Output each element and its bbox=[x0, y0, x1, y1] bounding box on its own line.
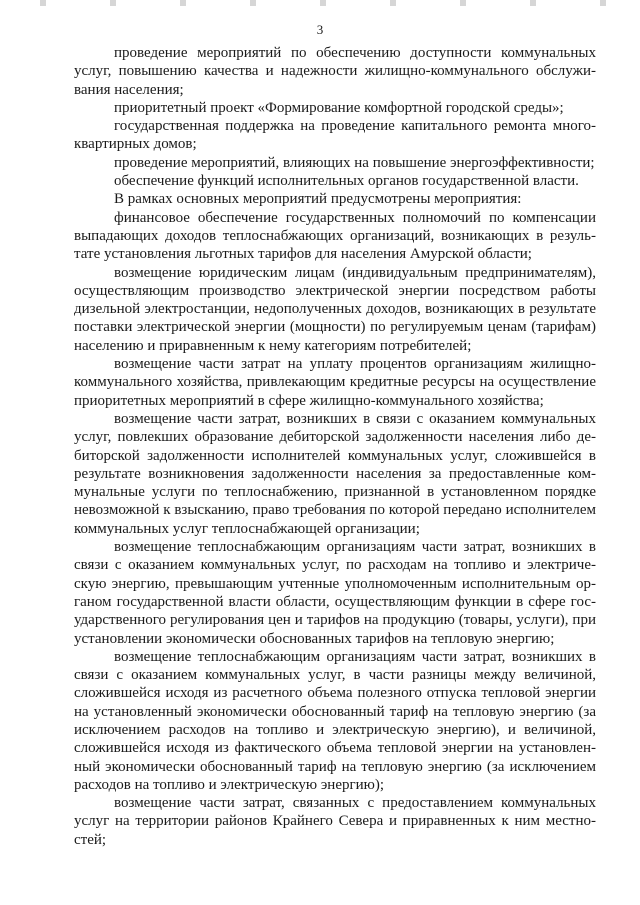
paragraph: проведение мероприятий, влияющих на повышение энергоэффективности; bbox=[114, 154, 595, 171]
paragraph: проведение мероприятий по обеспечению доступности коммунальных услуг, повышению качества и надежности жилищно-коммунального обслуживания населения; bbox=[74, 45, 596, 98]
paragraph: В рамках основных мероприятий предусмотрены мероприятия: bbox=[114, 191, 522, 208]
paragraph: возмещение теплоснабжающим организациям части затрат, возникших в связи с оказанием коммунальных услуг, по расходам на топливо и электрическую энергию, превышающим учтенные уполномоченным исполнительным органом государственной власти области, осуществляющим функции в сфере государственного регулирования цен и тарифов на продукцию (товары, услуги), при установлении экономически обоснованных тарифов на тепловую энергию; bbox=[74, 539, 596, 647]
paragraph: возмещение части затрат на уплату процентов организациям жилищно-коммунального хозяйства, привлекающим кредитные ресурсы на осуществление приоритетных мероприятий в сфере жилищно-коммунального хозяйства; bbox=[74, 356, 596, 409]
paragraph: возмещение части затрат, возникших в связи с оказанием коммунальных услуг, повлекших образование дебиторской задолженности населения либо дебиторской задолженности исполнителей коммунальных услуг, сложившейся в результате возникновения задолженности населения за предоставленные коммунальные услуги по теплоснабжению, признанной в установленном порядке невозможной к взысканию, право требования по которой передано исполнителем коммунальных услуг теплоснабжающей организации; bbox=[74, 410, 596, 537]
paragraph: возмещение юридическим лицам (индивидуальным предпринимателям), осуществляющим производство электрической энергии посредством работы дизельной электростанции, недополученных доходов, возникающих в результате поставки электрической энергии (мощности) по регулируемым ценам (тарифам) населению и приравненным к нему категориям потребителей; bbox=[74, 264, 596, 354]
paragraph: финансовое обеспечение государственных полномочий по компенсации выпадающих доходов теплоснабжающих организаций, возникающих в результате установления льготных тарифов для населения Амурской области; bbox=[74, 209, 596, 263]
paragraph: возмещение теплоснабжающим организациям части затрат, возникших в связи с оказанием коммунальных услуг, в части разницы между величиной, сложившейся исходя из расчетного объема полезного отпуска тепловой энергии на установленный экономически обоснованный тариф на тепловую энергию (за исключением расходов на топливо и электрическую энергию), и величиной, сложившейся исходя из фактического объема тепловой энергии на установленный экономически обоснованный тариф на тепловую энергию (за исключением расходов на топливо и электрическую энергию); bbox=[74, 648, 596, 793]
paragraph: возмещение части затрат, связанных с предоставлением коммунальных услуг на территории районов Крайнего Севера и приравненных к ним местностей; bbox=[74, 795, 596, 848]
paragraph: государственная поддержка на проведение капитального ремонта многоквартирных домов; bbox=[74, 118, 596, 153]
paragraph: приоритетный проект «Формирование комфортной городской среды»; bbox=[114, 99, 564, 116]
document-body bbox=[74, 44, 596, 849]
page-number: 3 bbox=[316, 22, 324, 37]
scan-edge-artifact bbox=[0, 0, 640, 6]
paragraph: обеспечение функций исполнительных органов государственной власти. bbox=[114, 173, 579, 190]
